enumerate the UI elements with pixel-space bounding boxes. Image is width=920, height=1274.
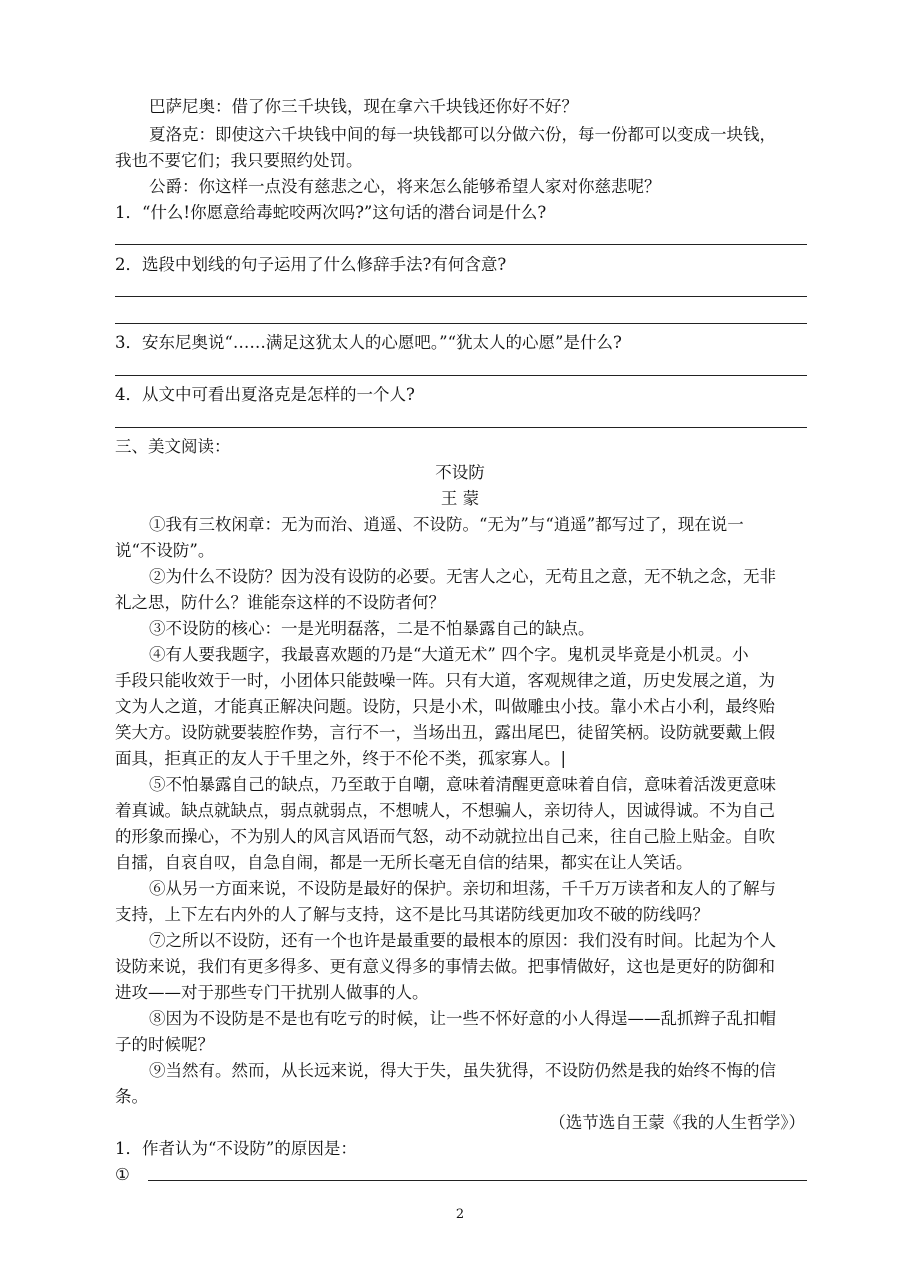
paragraph-line: 手段只能收效于一时，小团体只能鼓噪一阵。只有大道，客观规律之道，历史发展之道，为 bbox=[115, 671, 775, 690]
paragraph-line: ⑥从另一方面来说，不设防是最好的保护。亲切和坦荡，千千万万读者和友人的了解与 bbox=[149, 879, 776, 898]
source-citation: （选节选自王蒙《我的人生哲学》） bbox=[549, 1113, 805, 1132]
paragraph-line: ⑤不怕暴露自己的缺点，乃至敢于自嘲，意味着清醒更意味着自信，意味着活泼更意味 bbox=[149, 775, 776, 794]
question-2: 2．选段中划线的句子运用了什么修辞手法?有何含意? bbox=[115, 255, 507, 274]
dialogue-line: 公爵：你这样一点没有慈悲之心，将来怎么能够希望人家对你慈悲呢？ bbox=[149, 177, 661, 196]
paragraph-line: 面具，拒真正的友人于千里之外，终于不伦不类，孤家寡人。| bbox=[115, 749, 567, 768]
paragraph-line: 着真诚。缺点就缺点，弱点就弱点，不想唬人，不想骗人，亲切待人，因诚得诚。不为自己 bbox=[115, 801, 775, 820]
answer-line bbox=[148, 1180, 807, 1181]
paragraph-line: ⑦之所以不设防，还有一个也许是最重要的最根本的原因：我们没有时间。比起为个人 bbox=[149, 931, 776, 950]
question-3: 3．安东尼奥说“……满足这犹太人的心愿吧。”“犹太人的心愿”是什么? bbox=[115, 333, 622, 352]
paragraph-line: 的形象而操心，不为别人的风言风语而气怒，动不动就拉出自己来，往自己脸上贴金。自吹 bbox=[115, 827, 775, 846]
paragraph-line: ③不设防的核心：一是光明磊落，二是不怕暴露自己的缺点。 bbox=[149, 619, 595, 638]
paragraph-line: ④有人要我题字，我最喜欢题的乃是“大道无术” 四个字。鬼机灵毕竟是小机灵。小 bbox=[149, 645, 749, 664]
answer-line bbox=[115, 244, 807, 245]
paragraph-line: 文为人之道，才能真正解决问题。设防，只是小术，叫做雕虫小技。靠小术占小利，最终贻 bbox=[115, 697, 775, 716]
question-1: 1．“什么!你愿意给毒蛇咬两次吗?”这句话的潜台词是什么? bbox=[115, 203, 547, 222]
paragraph-line: 礼之思，防什么？谁能奈这样的不设防者何？ bbox=[115, 593, 445, 612]
dialogue-line: 我也不要它们；我只要照约处罚。 bbox=[115, 151, 363, 170]
paragraph-line: ①我有三枚闲章：无为而治、逍遥、不设防。“无为”与“逍遥”都写过了，现在说一 bbox=[149, 515, 744, 534]
paragraph-line: 笑大方。设防就要装腔作势，言行不一，当场出丑，露出尾巴，徒留笑柄。设防就要戴上假 bbox=[115, 723, 775, 742]
answer-line bbox=[115, 323, 807, 324]
question-4: 4．从文中可看出夏洛克是怎样的一个人? bbox=[115, 385, 415, 404]
paragraph-line: ⑧因为不设防是不是也有吃亏的时候，让一些不怀好意的小人得逞——乱抓辫子乱扣帽 bbox=[149, 1009, 776, 1028]
answer-marker: ① bbox=[115, 1165, 130, 1184]
paragraph-line: 支持，上下左右内外的人了解与支持，这不是比马其诺防线更加攻不破的防线吗？ bbox=[115, 905, 709, 924]
answer-line bbox=[115, 375, 807, 376]
article-author: 王 蒙 bbox=[440, 489, 480, 508]
page-number: 2 bbox=[455, 1207, 465, 1222]
paragraph-line: 条。 bbox=[115, 1087, 148, 1106]
paragraph-line: ②为什么不设防？因为没有设防的必要。无害人之心，无苟且之意，无不轨之念，无非 bbox=[149, 567, 776, 586]
article-title: 不设防 bbox=[435, 463, 485, 482]
paragraph-line: ⑨当然有。然而，从长远来说，得大于失，虽失犹得，不设防仍然是我的始终不悔的信 bbox=[149, 1061, 776, 1080]
paragraph-line: 子的时候呢？ bbox=[115, 1035, 214, 1054]
question-article-1: 1．作者认为“不设防”的原因是： bbox=[115, 1139, 357, 1158]
paragraph-line: 设防来说，我们有更多得多、更有意义得多的事情去做。把事情做好，这也是更好的防御和 bbox=[115, 957, 775, 976]
answer-line bbox=[115, 296, 807, 297]
section-heading: 三、美文阅读： bbox=[115, 437, 231, 456]
paragraph-line: 进攻——对于那些专门干扰别人做事的人。 bbox=[115, 983, 429, 1002]
paragraph-line: 说“不设防”。 bbox=[115, 541, 215, 560]
paragraph-line: 自擂，自哀自叹，自急自闹，都是一无所长毫无自信的结果，都实在让人笑话。 bbox=[115, 853, 693, 872]
dialogue-line: 巴萨尼奥：借了你三千块钱，现在拿六千块钱还你好不好？ bbox=[149, 97, 578, 116]
answer-line bbox=[115, 427, 807, 428]
dialogue-line: 夏洛克：即使这六千块钱中间的每一块钱都可以分做六份，每一份都可以变成一块钱， bbox=[149, 125, 776, 144]
